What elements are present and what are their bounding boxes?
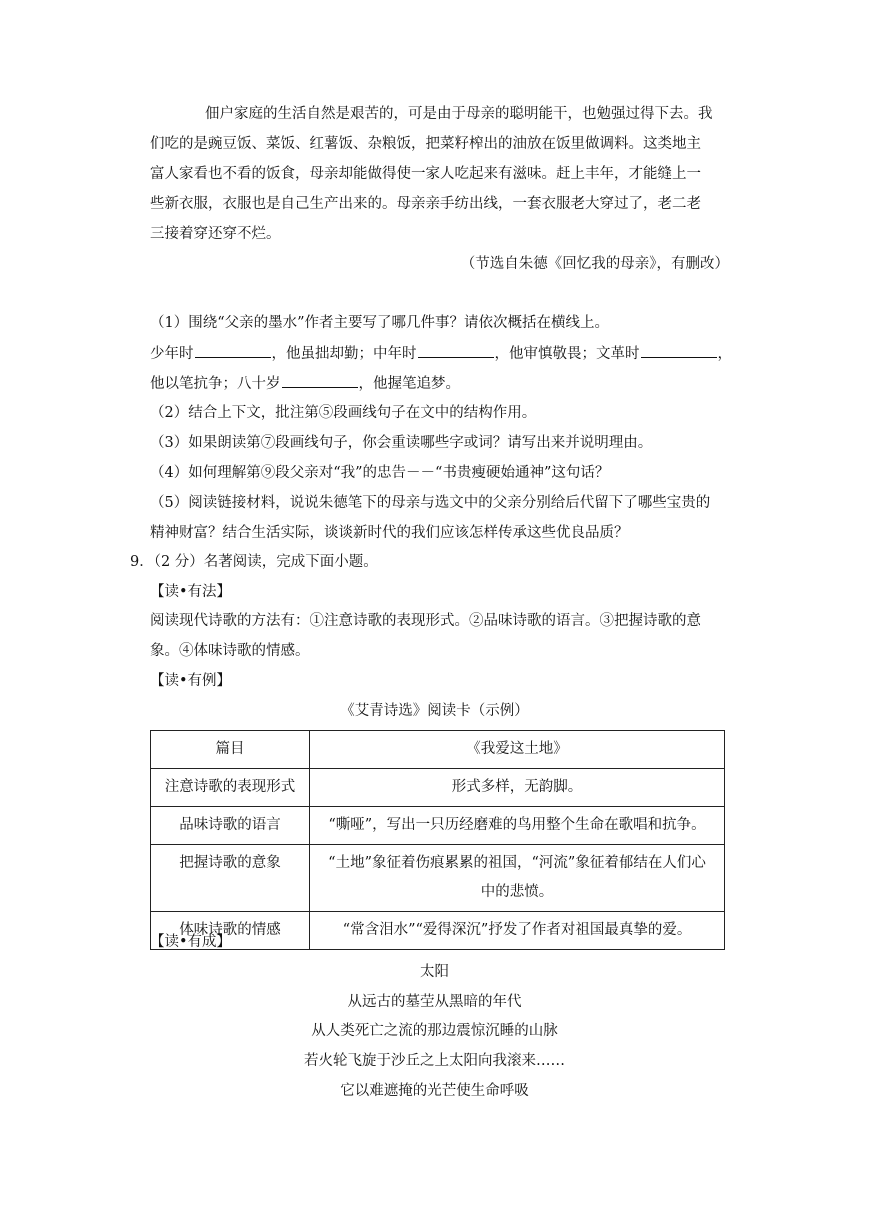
- passage-line: 佃户家庭的生活自然是艰苦的，可是由于母亲的聪明能干，也勉强过得下去。我: [205, 106, 713, 122]
- fill-text: ，他审慎敬畏；文革时: [494, 346, 640, 362]
- poem-line: 从人类死亡之流的那边震惊沉睡的山脉: [311, 1023, 558, 1039]
- table-cell: “嘶哑”，写出一只历经磨难的鸟用整个生命在歌唱和抗争。: [310, 807, 725, 845]
- fill-text: ，: [717, 346, 732, 362]
- passage-line: 三接着穿还穿不烂。: [150, 226, 281, 242]
- method-text-cont: 象。④体味诗歌的情感。: [150, 643, 310, 659]
- method-text: 阅读现代诗歌的方法有：①注意诗歌的表现形式。②品味诗歌的语言。③把握诗歌的意: [150, 613, 701, 629]
- table-cell: “土地”象征着伤痕累累的祖国，“河流”象征着郁结在人们心中的悲愤。: [310, 845, 725, 912]
- table-row: [151, 912, 725, 950]
- table-cell: 篇目: [151, 731, 310, 769]
- question-5-cont: 精神财富？结合生活实际，谈谈新时代的我们应该怎样传承这些优良品质？: [150, 525, 629, 541]
- passage-line: 富人家看也不看的饭食，母亲却能做得使一家人吃起来有滋味。赶上丰年，才能缝上一: [150, 166, 701, 182]
- question-3: （3）如果朗读第⑦段画线句子，你会重读哪些字或词？请写出来并说明理由。: [150, 435, 653, 451]
- table-row: [151, 845, 725, 912]
- answer-blank[interactable]: [418, 343, 494, 358]
- question-9-heading: 9．（2 分）名著阅读，完成下面小题。: [130, 554, 378, 570]
- question-1: （1）围绕“父亲的墨水”作者主要写了哪几件事？请依次概括在横线上。: [150, 315, 610, 331]
- question-1-fill-line-2: [150, 373, 460, 394]
- table-cell: 注意诗歌的表现形式: [151, 769, 310, 807]
- table-cell: 形式多样，无韵脚。: [310, 769, 725, 807]
- method-label: 【读•有法】: [150, 584, 232, 600]
- passage-source: （节选自朱德《回忆我的母亲》，有删改）: [460, 256, 729, 272]
- poem-line: 从远古的墓茔从黑暗的年代: [347, 994, 522, 1010]
- table-cell: 体味诗歌的情感: [151, 912, 310, 950]
- question-5: （5）阅读链接材料，说说朱德笔下的母亲与选文中的父亲分别给后代留下了哪些宝贵的: [150, 495, 711, 511]
- table-cell: “常含泪水”“爱得深沉”抒发了作者对祖国最真挚的爱。: [310, 912, 725, 950]
- result-label: 【读•有成】: [150, 934, 232, 950]
- table-row: [151, 731, 725, 769]
- table-cell: 《我爱这土地》: [310, 731, 725, 769]
- poem-line: 它以难遮掩的光芒使生命呼吸: [340, 1083, 529, 1099]
- poem-line: 若火轮飞旋于沙丘之上太阳向我滚来……: [304, 1053, 565, 1069]
- answer-blank[interactable]: [195, 343, 271, 358]
- reading-card-table: [150, 730, 725, 950]
- question-1-fill-line: [150, 343, 732, 364]
- table-cell: 把握诗歌的意象: [151, 845, 310, 912]
- table-cell: 品味诗歌的语言: [151, 807, 310, 845]
- question-2: （2）结合上下文，批注第⑤段画线句子在文中的结构作用。: [150, 405, 537, 421]
- fill-text: ，他握笔追梦。: [358, 376, 460, 392]
- answer-blank[interactable]: [282, 373, 358, 388]
- example-label: 【读•有例】: [150, 673, 232, 689]
- fill-text: ，他虽拙却勤；中年时: [271, 346, 417, 362]
- table-row: [151, 769, 725, 807]
- passage-line: 些新衣服，衣服也是自己生产出来的。母亲亲手纺出线，一套衣服老大穿过了，老二老: [150, 196, 701, 212]
- question-4: （4）如何理解第⑨段父亲对“我”的忠告－－“书贵瘦硬始通神”这句话？: [150, 465, 610, 481]
- table-row: [151, 807, 725, 845]
- passage-line: 们吃的是豌豆饭、菜饭、红薯饭、杂粮饭，把菜籽榨出的油放在饭里做调料。这类地主: [150, 136, 701, 152]
- answer-blank[interactable]: [641, 343, 717, 358]
- poem-title: 太阳: [420, 964, 449, 980]
- card-title: 《艾青诗选》阅读卡（示例）: [340, 703, 529, 719]
- fill-text: 少年时: [150, 346, 194, 362]
- fill-text: 他以笔抗争；八十岁: [150, 376, 281, 392]
